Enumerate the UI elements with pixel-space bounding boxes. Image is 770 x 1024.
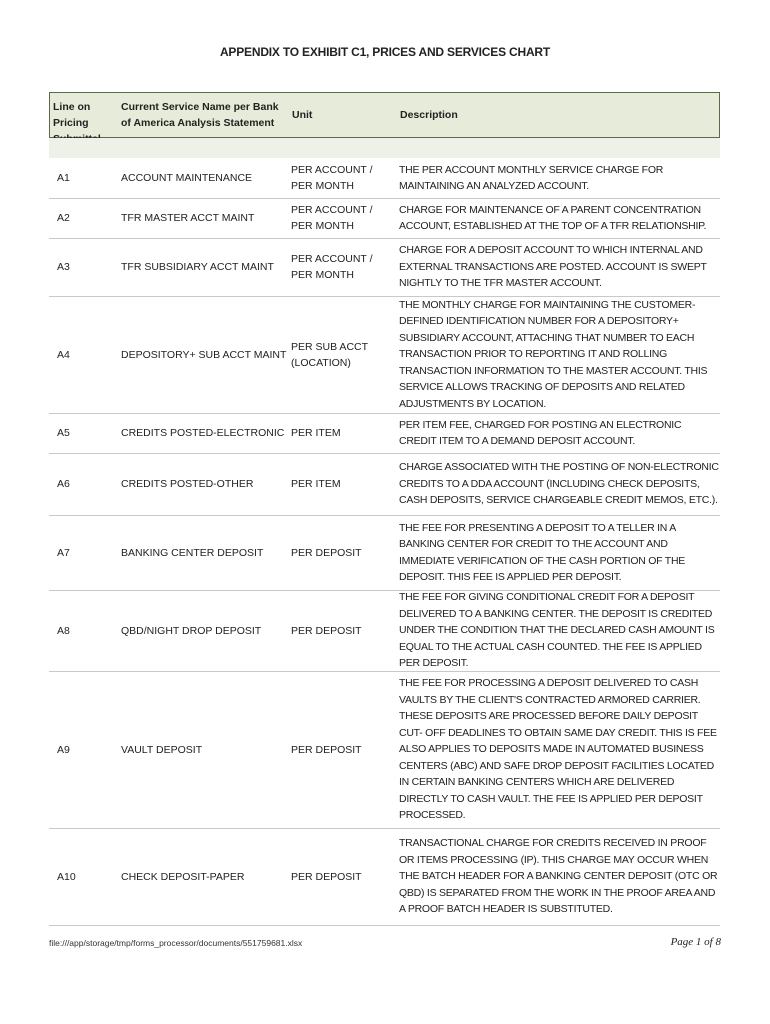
- table-row: [49, 590, 720, 672]
- row-description: CHARGE ASSOCIATED WITH THE POSTING OF NON-ELECTRONIC CREDITS TO A DDA ACCOUNT (INCLUDING CHECK DEPOSITS, CASH DEPOSITS, SERVICE CHARGEABLE CREDIT MEMOS, ETC.).: [399, 461, 719, 507]
- table-row: [49, 198, 720, 239]
- row-unit: PER DEPOSIT: [291, 743, 362, 756]
- table-row: [49, 453, 720, 516]
- row-service-name: QBD/NIGHT DROP DEPOSIT: [121, 624, 262, 637]
- row-service-name: CREDITS POSTED-ELECTRONIC: [121, 427, 285, 439]
- row-unit: PER ACCOUNT / PER MONTH: [291, 253, 373, 281]
- header-description: Description: [400, 109, 458, 121]
- row-description: CHARGE FOR MAINTENANCE OF A PARENT CONCENTRATION ACCOUNT, ESTABLISHED AT THE TOP OF A TFR RELATIONSHIP.: [399, 203, 707, 232]
- table-row: [49, 828, 720, 926]
- row-description: TRANSACTIONAL CHARGE FOR CREDITS RECEIVED IN PROOF OR ITEMS PROCESSING (IP). THIS CHARGE MAY OCCUR WHEN THE BATCH HEADER FOR A BANKING CENTER DEPOSIT (OTC OR QBD) IS SEPARATED FROM THE WORK IN THE PROOF AREA AND A PROOF BATCH HEADER IS SUBSTITUTED.: [399, 837, 718, 916]
- row-unit: PER SUB ACCT (LOCATION): [291, 340, 368, 369]
- row-line-number: A6: [57, 478, 70, 490]
- row-description: PER ITEM FEE, CHARGED FOR POSTING AN ELECTRONIC CREDIT ITEM TO A DEMAND DEPOSIT ACCOUNT.: [399, 418, 682, 447]
- row-line-number: A1: [57, 172, 70, 184]
- row-unit: PER DEPOSIT: [291, 624, 362, 637]
- table-row: [49, 158, 720, 199]
- row-unit: PER ACCOUNT / PER MONTH: [291, 204, 373, 232]
- row-line-number: A8: [57, 624, 70, 637]
- footer-page-number: Page 1 of 8: [670, 936, 721, 948]
- document-title: APPENDIX TO EXHIBIT C1, PRICES AND SERVICES CHART: [219, 45, 551, 59]
- table-row: [49, 413, 720, 454]
- row-unit: PER DEPOSIT: [291, 870, 362, 883]
- row-service-name: ACCOUNT MAINTENANCE: [121, 172, 253, 184]
- row-unit: PER DEPOSIT: [291, 546, 362, 559]
- table-row: [49, 671, 720, 829]
- row-description: THE PER ACCOUNT MONTHLY SERVICE CHARGE FOR MAINTAINING AN ANALYZED ACCOUNT.: [399, 163, 664, 192]
- row-service-name: TFR SUBSIDIARY ACCT MAINT: [121, 261, 274, 273]
- row-line-number: A10: [57, 870, 76, 883]
- row-unit: PER ITEM: [291, 478, 341, 490]
- row-line-number: A3: [57, 261, 70, 273]
- row-unit: PER ITEM: [291, 427, 341, 439]
- row-description: THE FEE FOR GIVING CONDITIONAL CREDIT FOR A DEPOSIT DELIVERED TO A BANKING CENTER. THE DEPOSIT IS CREDITED UNDER THE CONDITION THAT THE DECLARED CASH AMOUNT IS EQUAL TO THE ACTUAL CASH COUNTED. THE FEE IS APPLIED PER DEPOSIT.: [399, 591, 715, 670]
- row-unit: PER ACCOUNT / PER MONTH: [291, 164, 373, 192]
- row-description: CHARGE FOR A DEPOSIT ACCOUNT TO WHICH INTERNAL AND EXTERNAL TRANSACTIONS ARE POSTED. ACCOUNT IS SWEPT NIGHTLY TO THE TFR MASTER ACCOUNT.: [399, 244, 707, 290]
- header-unit: Unit: [292, 109, 313, 121]
- row-service-name: CHECK DEPOSIT-PAPER: [121, 870, 245, 883]
- row-line-number: A9: [57, 743, 70, 756]
- row-line-number: A7: [57, 546, 70, 559]
- row-description: THE FEE FOR PRESENTING A DEPOSIT TO A TELLER IN A BANKING CENTER FOR CREDIT TO THE ACCOUNT AND IMMEDIATE VERIFICATION OF THE CASH PORTION OF THE DEPOSIT. THIS FEE IS APPLIED PER DEPOSIT.: [399, 521, 686, 583]
- table-header: [49, 92, 720, 138]
- row-service-name: VAULT DEPOSIT: [121, 743, 203, 756]
- footer-file-path: file:///app/storage/tmp/forms_processor/documents/551759681.xlsx: [49, 938, 303, 948]
- row-line-number: A5: [57, 427, 70, 439]
- header-spacer-band: [49, 138, 720, 158]
- row-line-number: A2: [57, 212, 70, 224]
- row-description: THE MONTHLY CHARGE FOR MAINTAINING THE CUSTOMER-DEFINED IDENTIFICATION NUMBER FOR A DEPOSITORY+ SUBSIDIARY ACCOUNT, ATTACHING THAT NUMBER TO EACH TRANSACTION PRIOR TO REPORTING IT AND ROLLING TRANSACTION INFORMATION TO THE MASTER ACCOUNT. THIS SERVICE ALLOWS TRACKING OF DEPOSITS AND RELATED ADJUSTMENTS BY LOCATION.: [399, 298, 708, 410]
- row-service-name: TFR MASTER ACCT MAINT: [121, 212, 255, 224]
- row-description: THE FEE FOR PROCESSING A DEPOSIT DELIVERED TO CASH VAULTS BY THE CLIENT'S CONTRACTED ARMORED CARRIER. THESE DEPOSITS ARE PROCESSED BEFORE DAILY DEPOSIT CUT- OFF DEADLINES TO OBTAIN SAME DAY CREDIT. THIS IS FEE ALSO APPLIES TO DEPOSITS MADE IN AUTOMATED BUSINESS CENTERS (ABC) AND SAFE DROP DEPOSIT FACILITIES LOCATED IN CERTAIN BANKING CENTERS WHICH ARE DELIVERED DIRECTLY TO CASH VAULT. THE FEE IS APPLIED PER DEPOSIT PROCESSED.: [399, 677, 717, 822]
- table-row: [49, 515, 720, 591]
- table-row: [49, 296, 720, 414]
- row-line-number: A4: [57, 348, 70, 361]
- row-service-name: BANKING CENTER DEPOSIT: [121, 546, 264, 559]
- table-row: [49, 238, 720, 297]
- row-service-name: CREDITS POSTED-OTHER: [121, 478, 254, 490]
- header-service-name: Current Service Name per Bank of America Analysis Statement: [121, 101, 279, 129]
- header-line-on-pricing: Line on Pricing: [53, 101, 91, 129]
- row-service-name: DEPOSITORY+ SUB ACCT MAINT: [121, 348, 287, 361]
